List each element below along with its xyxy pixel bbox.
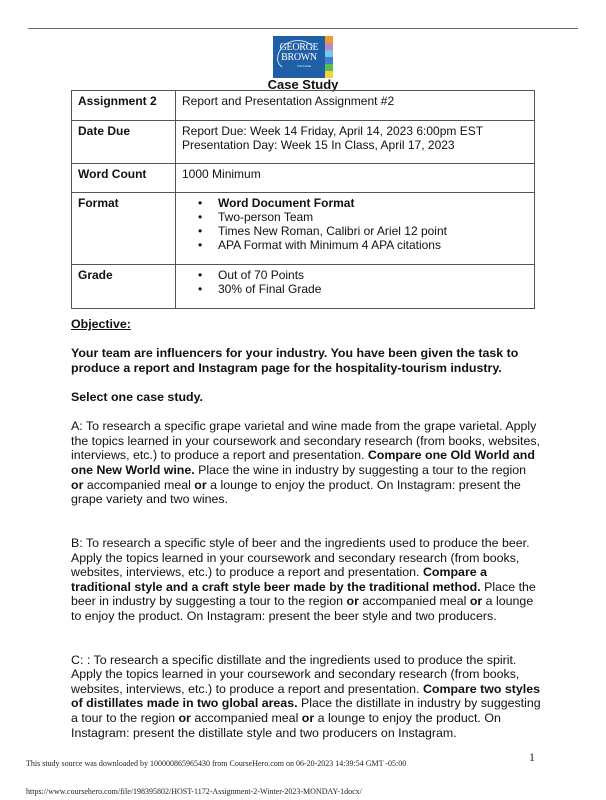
row-label: Assignment 2 xyxy=(72,91,176,121)
logo-color-bars xyxy=(325,36,333,78)
bullet-item: • APA Format with Minimum 4 APA citations xyxy=(218,238,528,252)
case-text: Place the distillate in industry by suggesting a tour to the region xyxy=(71,696,541,726)
or-emphasis: or xyxy=(346,594,359,609)
assignment-info-table xyxy=(71,90,535,309)
bullet-item: • 30% of Final Grade xyxy=(218,282,528,296)
table-row xyxy=(72,193,535,265)
case-text: Place the wine in industry by suggesting a tour to the region xyxy=(194,462,527,477)
download-notice: This study source was downloaded by 100000865965430 from CourseHero.com on 06-20-2023 14:39:54 GMT -05:00 xyxy=(26,759,407,768)
row-label: Grade xyxy=(72,265,176,309)
bullet-item: • Two-person Team xyxy=(218,210,528,224)
row-label: Date Due xyxy=(72,121,176,164)
row-value xyxy=(176,265,535,309)
case-emphasis: Compare one Old World and one New World wine. xyxy=(71,448,535,477)
document-body xyxy=(71,317,541,755)
case-text: Place the beer in industry by suggesting a tour to the region xyxy=(71,579,536,609)
case-text: accompanied meal xyxy=(358,594,470,609)
case-text: accompanied meal xyxy=(190,711,302,726)
row-label: Word Count xyxy=(72,164,176,193)
case-text: B: To research a specific style of beer and the ingredients used to produce the beer. Apply the topics learned in your coursework and secondary research (from books, websites, interviews, etc.) to produce a report and presentation. xyxy=(71,535,530,580)
or-emphasis: or xyxy=(469,594,483,609)
row-value xyxy=(176,91,535,121)
case-b-paragraph xyxy=(71,536,541,624)
table-row xyxy=(72,164,535,193)
bullet-item: • Word Document Format xyxy=(218,196,528,210)
or-emphasis: or xyxy=(71,477,84,492)
logo-bar xyxy=(325,43,333,50)
case-text: a lounge to enjoy the product. On Instagram: present the grape variety and two wines. xyxy=(71,477,521,507)
table-row xyxy=(72,121,535,164)
logo-bar xyxy=(325,36,333,43)
header-rule xyxy=(28,28,578,29)
case-c-paragraph xyxy=(71,653,541,741)
table-row xyxy=(72,91,535,121)
case-text: a lounge to enjoy the product. On Instagram: present the beer style and two producers. xyxy=(71,594,534,623)
spacer xyxy=(71,638,541,653)
bullet-item: • Times New Roman, Calibri or Ariel 12 point xyxy=(218,224,528,238)
value-line: 1000 Minimum xyxy=(182,167,261,181)
logo-text-line2: BROWN xyxy=(281,52,317,63)
spacer xyxy=(71,521,541,536)
george-brown-logo xyxy=(273,36,333,78)
value-line: Presentation Day: Week 15 In Class, April 17, 2023 xyxy=(182,138,455,152)
logo-text-line1: GEORGE xyxy=(279,42,319,53)
case-text: a lounge to enjoy the product. On Instagram: present the distillate style and two producers on Instagram. xyxy=(71,711,501,740)
row-value xyxy=(176,121,535,164)
grade-bullet-list xyxy=(182,268,528,296)
logo-bar xyxy=(325,57,333,64)
case-text: C: : To research a specific distillate and the ingredients used to produce the spirit. Apply the topics learned in your coursework and secondary research (from books, websites, interviews, etc.) to produce a report and presentation. xyxy=(71,652,520,696)
case-emphasis: Compare two styles of distillates made in two global areas. xyxy=(71,681,541,711)
page-number: 1 xyxy=(529,750,535,764)
format-bullet-list xyxy=(182,196,528,252)
logo-bar xyxy=(325,50,333,57)
select-instruction: Select one case study. xyxy=(71,389,203,404)
bullet-item: • Out of 70 Points xyxy=(218,268,528,282)
table-row xyxy=(72,265,535,309)
objective-heading: Objective: xyxy=(71,317,131,331)
case-text: accompanied meal xyxy=(83,477,195,492)
row-value xyxy=(176,164,535,193)
case-text: A: To research a specific grape varietal and wine made from the grape varietal. Apply the topics learned in your coursework and secondary research (from books, websites, interviews, etc.) to produce a report and presentation. xyxy=(71,419,541,463)
case-a-paragraph xyxy=(71,419,541,507)
case-emphasis: Compare a traditional style and a craft style beer made by the traditional method. xyxy=(71,565,487,594)
row-value xyxy=(176,193,535,265)
or-emphasis: or xyxy=(194,477,207,492)
page-title: Case Study xyxy=(267,77,339,92)
value-line: Report and Presentation Assignment #2 xyxy=(182,94,395,108)
logo-background xyxy=(273,36,325,78)
logo-text-line3: COLLEGE xyxy=(297,64,312,68)
source-url[interactable]: https://www.coursehero.com/file/198395802/HOST-1172-Assignment-2-Winter-2023-MONDAY-1docx/ xyxy=(26,787,362,796)
or-emphasis: or xyxy=(301,711,315,726)
value-line: Report Due: Week 14 Friday, April 14, 2023 6:00pm EST xyxy=(182,124,484,138)
intro-paragraph: Your team are influencers for your industry. You have been given the task to produce a report and Instagram page for the hospitality-tourism industry. xyxy=(71,346,519,375)
logo-bar xyxy=(325,64,333,71)
or-emphasis: or xyxy=(178,711,191,726)
row-label: Format xyxy=(72,193,176,265)
